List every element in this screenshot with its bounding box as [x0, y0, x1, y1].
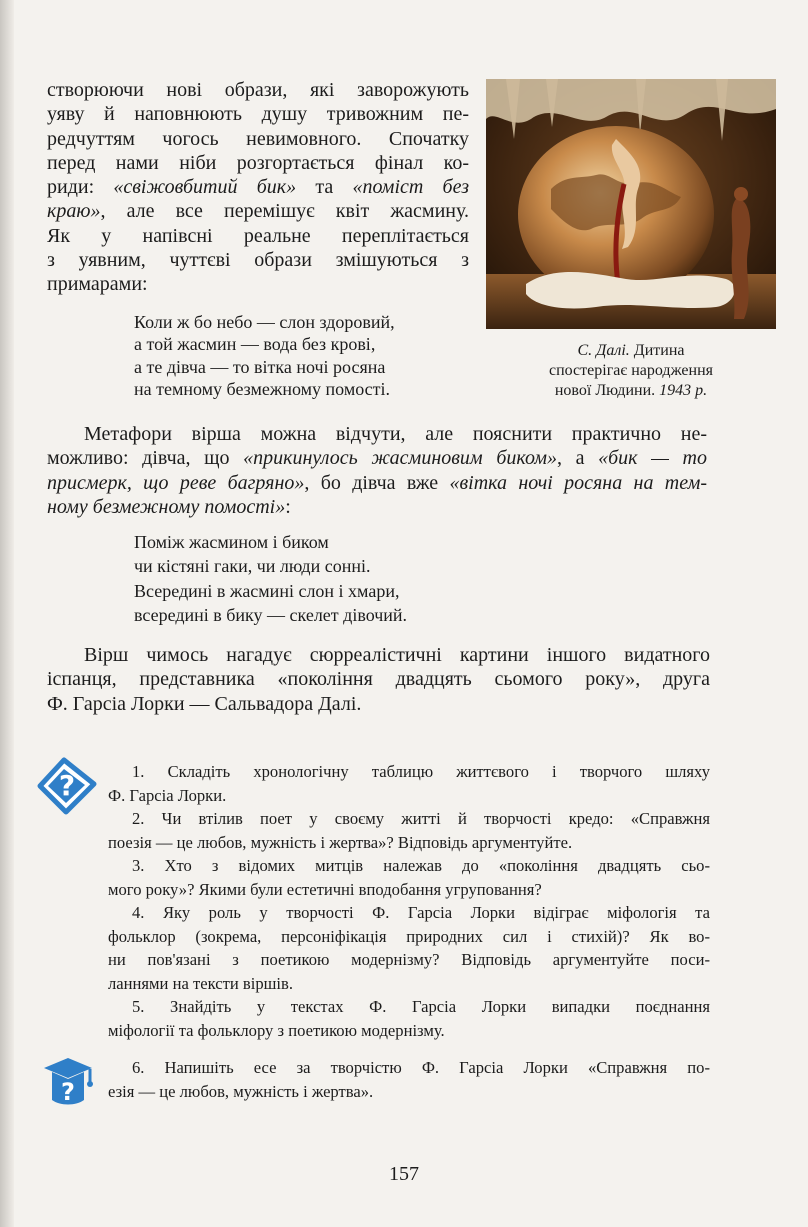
text-line: уяву й наповнюють душу тривожним пе-: [47, 103, 469, 126]
text-line: Як у напівсні реальне переплітається: [47, 224, 469, 247]
text-line: примарами:: [47, 273, 148, 296]
text-line: присмерк, що реве багряно», бо дівча вже «вітка ночі росяна на тем-: [47, 471, 708, 494]
figure-caption: [486, 341, 776, 401]
verse-line: Коли ж бо небо — слон здоровий,: [134, 312, 395, 332]
quote-italic: «вітка ночі росяна на тем-: [449, 471, 708, 494]
text-line: Ф. Гарсіа Лорки — Сальвадора Далі.: [47, 692, 362, 715]
text-line: риди: «свіжовбитий бик» та «поміст без: [47, 176, 470, 199]
text-line: редчуттям чогось невимовного. Спочатку: [47, 127, 469, 150]
verse-line: а той жасмин — вода без крові,: [134, 334, 376, 355]
svg-text:?: ?: [58, 769, 76, 802]
poem-excerpt-2: [134, 530, 407, 628]
graduation-cap-question-icon: [40, 1052, 96, 1108]
book-spine-shadow: [0, 0, 14, 1227]
painting-image: [486, 79, 776, 329]
text-line: Метафори вірша можна відчути, але пояснити практично не-: [84, 423, 707, 445]
question-line: ни пов'язані з поетикою модернізму? Відповідь аргументуйте поси-: [108, 950, 710, 969]
caption-line: С. Далі. Дитина: [577, 342, 685, 359]
question-line: ланнями на тексти віршів.: [108, 973, 293, 993]
dali-painting-illustration: [486, 79, 776, 329]
text-line: іспанця, представника «покоління двадцять сьомого року», друга: [47, 668, 710, 691]
question-line: 5. Знайдіть у текстах Ф. Гарсіа Лорки випадки поєднання: [132, 997, 710, 1016]
page-number: 157: [389, 1163, 419, 1185]
question-line: фольклор (зокрема, персоніфікація природних сил і стихій)? Як во-: [108, 926, 710, 946]
poem-excerpt-1: [134, 311, 395, 400]
question-diamond-icon: [34, 752, 100, 818]
caption-line: спостерігає народження: [548, 362, 713, 379]
question-line: мого року»? Якими були естетичні вподобання угруповання?: [108, 879, 542, 899]
verse-line: на темному безмежному помості.: [134, 378, 391, 399]
question-line: 2. Чи втілив поет у своєму житті й творчості кредо: «Справжня: [132, 809, 710, 828]
questions-list: [108, 760, 710, 1042]
svg-text:?: ?: [61, 1078, 75, 1106]
caption-line: нової Людини. 1943 р.: [554, 382, 708, 399]
creative-task: [108, 1056, 710, 1103]
caption-year: 1943 р.: [659, 382, 708, 399]
quote-italic: ному безмежному помості»: [47, 495, 286, 518]
intro-paragraph: [47, 78, 469, 297]
text-line: створюючи нові образи, які заворожують: [47, 79, 469, 101]
verse-line: а те дівча — то вітка ночі росяна: [134, 356, 386, 377]
question-line: 4. Яку роль у творчості Ф. Гарсіа Лорки відіграє міфологія та: [132, 903, 710, 922]
verse-line: Поміж жасмином і биком: [134, 532, 329, 552]
question-line: поезія — це любов, мужність і жертва»? Відповідь аргументуйте.: [108, 832, 573, 852]
dali-paragraph: [47, 643, 710, 716]
question-line: 1. Складіть хронологічну таблицю життєвого і творчого шляху: [132, 762, 710, 781]
question-line: езія — це любов, мужність і жертва».: [108, 1081, 374, 1101]
verse-line: всередині в бику — скелет дівочий.: [134, 605, 408, 626]
quote-italic: краю»: [47, 200, 101, 223]
text-line: з уявним, чуттєві образи змішуються з: [47, 249, 469, 272]
quote-italic: «поміст без: [352, 176, 470, 199]
quote-italic: «свіжовбитий бик»: [113, 176, 297, 199]
caption-author: С. Далі.: [577, 342, 630, 359]
quote-italic: «прикинулось жасминовим биком»: [243, 447, 557, 470]
metaphor-paragraph: [47, 422, 707, 519]
text-line: краю», але все перемішує квіт жасмину.: [47, 200, 469, 223]
verse-line: Всередині в жасмині слон і хмари,: [134, 580, 400, 601]
question-line: міфології та фольклору з поетикою модернізму.: [108, 1020, 445, 1040]
text-line: перед нами ніби розгортається фінал ко-: [47, 151, 469, 174]
text-line: Вірш чимось нагадує сюрреалістичні картини іншого видатного: [84, 644, 710, 666]
quote-italic: «бик — то: [598, 447, 707, 470]
text-line: можливо: дівча, що «прикинулось жасминовим биком», а «бик — то: [47, 447, 707, 470]
question-line: 6. Напишіть есе за творчістю Ф. Гарсіа Лорки «Справжня по-: [132, 1058, 710, 1077]
quote-italic: присмерк, що реве багряно»: [47, 471, 305, 494]
question-line: 3. Хто з відомих митців належав до «покоління двадцять сьо-: [132, 856, 710, 875]
question-line: Ф. Гарсіа Лорки.: [108, 785, 227, 805]
verse-line: чи кістяні гаки, чи люди сонні.: [134, 556, 371, 577]
text-line: ному безмежному помості»:: [47, 495, 291, 518]
